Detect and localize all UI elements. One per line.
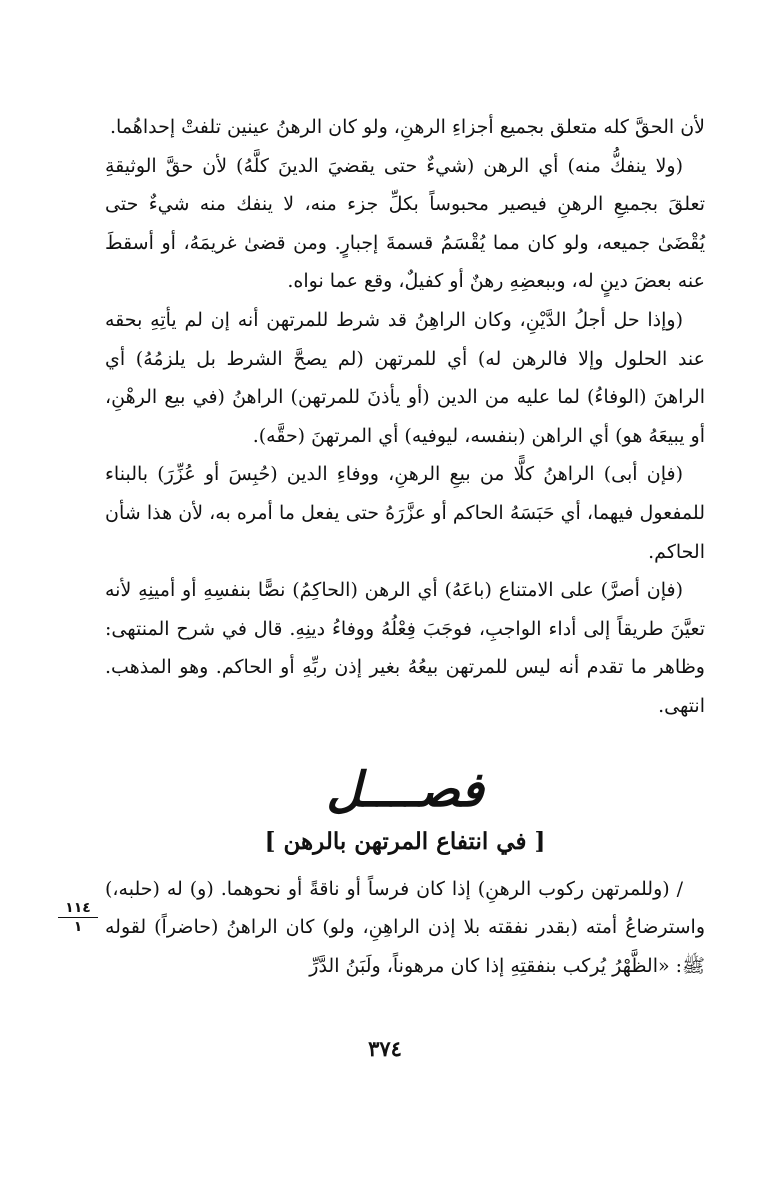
paragraph-refusal: (فإن أبى) الراهنُ كلًّا من بيعِ الرهنِ، ووفاءِ الدين (حُبِسَ أو عُزِّرَ) بالبناء للمفعول فيهما، أي حَبَسَهُ الحاكم أو عزَّرَهُ حتى يفعل ما أمره به، لأن هذا شأن الحاكم. [105, 463, 705, 563]
paragraph-debt-due: (وإذا حل أجلُ الدَّيْنِ، وكان الراهِنُ قد شرط للمرتهن أنه إن لم يأتِهِ بحقه عند الحلول وإلا فالرهن له) أي للمرتهن (لم يصحَّ الشرط بل يلزمُهُ) أي الراهنَ (الوفاءُ) لما عليه من الدين (أو يأذنَ للمرتهن) الراهنُ (في بيع الرهْنِ، أو يبيعَهُ هو) أي الراهن (بنفسه، ليوفيه) أي المرتهنَ (حقَّه). [105, 308, 705, 447]
folio-denominator: ١ [73, 919, 83, 935]
page-body [105, 108, 705, 985]
section-title: [ في انتفاع المرتهن بالرهن ] [264, 827, 546, 855]
section-heading [105, 760, 705, 862]
paragraph-continuation: لأن الحقَّ كله متعلق بجميع أجزاءِ الرهنِ، ولو كان الرهنُ عينين تلفتْ إحداهُما. [109, 116, 705, 138]
paragraph-no-release: (ولا ينفكُّ منه) أي الرهن (شيءٌ حتى يقضيَ الدينَ كلَّهُ) لأن حقَّ الوثيقةِ تعلقَ بجميعِ الرهنِ فيصير محبوساً بكلِّ جزء منه، لا ينفك منه شيءٌ حتى يُقْضَىٰ جميعه، ولو كان مما يُقْسَمُ قسمةَ إجبارٍ. ومن قضىٰ غريمَهُ، أو أسقطَ عنه بعضَ دينٍ له، وببعضِهِ رهنٌ أو كفيلٌ، وقع عما نواه. [105, 154, 705, 293]
section-ornament: فصــــل [326, 761, 484, 818]
paragraph-riding-rights: / (وللمرتهن ركوب الرهنِ) إذا كان فرساً أو ناقةً أو نحوهما. (و) له (حلبه،) واسترضاعُ أمته (بقدر نفقته بلا إذن الراهِنِ، ولو) كان الراهنُ (حاضراً) لقوله ﷺ: «الظَّهْرُ يُركب بنفقتِهِ إذا كان مرهوناً، ولَبَنُ الدَّرِّ [105, 877, 705, 977]
paragraph-insistence: (فإن أصرَّ) على الامتناع (باعَهُ) أي الرهن (الحاكِمُ) نصًّا بنفسِهِ أو أمينِهِ لأنه تعيَّنَ طريقاً إلى أداء الواجبِ، فوجَبَ فِعْلُهُ ووفاءُ دينِهِ. قال في شرح المنتهى: وظاهر ما تقدم أنه ليس للمرتهن بيعُهُ بغير إذن ربِّهِ أو الحاكم. وهو المذهب. انتهى. [105, 579, 705, 717]
folio-numerator: ١١٤ [58, 900, 98, 918]
page-number: ٣٧٤ [368, 1036, 402, 1061]
manuscript-folio-marker [58, 900, 98, 935]
